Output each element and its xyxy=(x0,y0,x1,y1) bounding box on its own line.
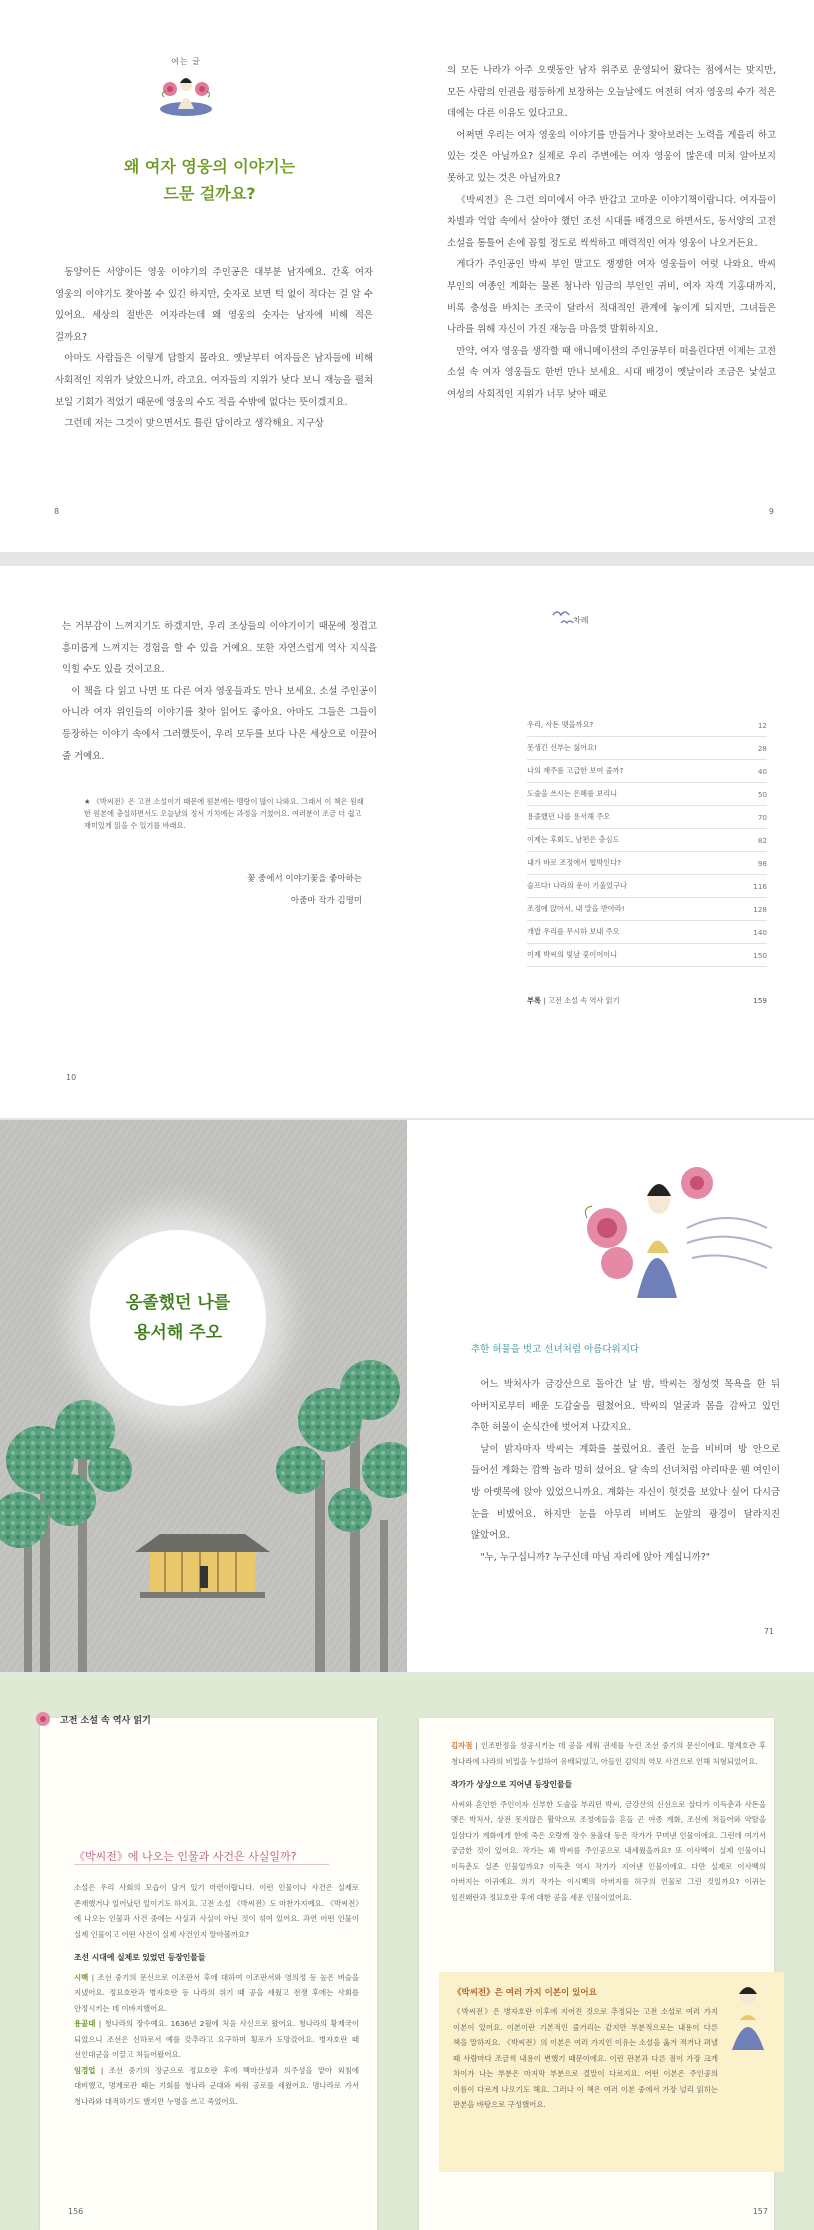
toc-entry[interactable] xyxy=(527,898,767,921)
toc-entry[interactable] xyxy=(527,783,767,806)
title-line-2: 드문 걸까요? xyxy=(163,184,256,203)
paragraph: 그런데 저는 그것이 맞으면서도 틀린 답이라고 생각해요. 지구상 xyxy=(64,418,324,430)
page-156 xyxy=(0,1674,407,2230)
footnote-bullet: ★ xyxy=(84,797,93,806)
paragraph: 이 책을 다 읽고 나면 또 다른 여자 영웅들과도 만나 보세요. 소설 주인공이 아니라 여자 위인들의 이야기를 찾아 읽어도 좋아요. 아마도 그들은 그들이 등장하는 이야기 속에서 그러했듯이, 우리 모두를 보다 나은 세상으로 이끌어 줄 거예요. xyxy=(62,685,377,762)
subhead: 조선 시대에 실제로 있었던 등장인물들 xyxy=(74,1953,206,1962)
toc-entry[interactable] xyxy=(527,852,767,875)
paragraph: 날이 밝자마자 박씨는 계화를 불렀어요. 졸린 눈을 비비며 방 안으로 들어선 계화는 깜짝 놀라 멍히 섰어요. 달 속의 선녀처럼 아리따운 웬 여인이 방 아랫목에 앉아 있었으니까요. 계화는 자신이 헛것을 보았나 싶어 다시금 눈을 비볐어요. 하지만 눈을 아무리 비벼도 눈앞의 광경이 달라지진 않았어요. xyxy=(471,1443,780,1542)
item-text: 조선 중기의 문신으로 이조판서 후에 대하여 이조판서와 영의정 등 높은 벼슬을 지냈어요. 정묘호란과 병자호란 등 나라의 위기 때 공을 세웠고 전쟁 후에는 사회를 안정시키는 데 이바지했어요. xyxy=(74,1972,359,2013)
toc-entry[interactable] xyxy=(527,944,767,967)
intro-paragraph: 소설은 우리 사회의 모습이 담겨 있기 마련이랍니다. 이런 인물이나 사건은 실제로 존재했거나 일어났던 일이기도 하지요. 고전 소설 《박씨전》도 마찬가지예요. 《박씨전》에 나오는 인물과 사건 중에는 사실과 사실이 아닌 것이 섞여 있어요. 과연 어떤 인물이 실제 인물이고 어떤 사건이 실제 사건인지 알아볼까요? xyxy=(74,1883,359,1939)
page-number: 71 xyxy=(763,1627,774,1636)
footnote xyxy=(76,796,367,832)
toc-entry-title: 이제 박씨의 빛날 꽃이어이니 xyxy=(527,950,618,959)
chapter-title xyxy=(90,1230,266,1406)
toc-entry-title: 못생긴 신부는 싫어요! xyxy=(527,743,597,752)
toc-entry-title: 이제는 후회도, 남편은 충심도 xyxy=(527,835,620,844)
page-number: 10 xyxy=(66,1073,77,1082)
paragraph: 사씨와 혼인한 주인이자 신부한 도술을 부리던 박씨, 금강산의 신선으로 살다가 이득춘과 사돈을 맺은 박처사, 상전 못지않은 활약으로 조정에들을 흔들 곤 여종 계화, 조선에 쳐들어와 약탈을 일삼다가 계화에게 한에 죽은 오랑캐 장수 용울대 등은 작가가 꾸며낸 인물이에요. 그런데 여기서 궁금한 것이 있어요. 작가는 왜 박씨를 주인공으로 내세웠을까요? 또 이사벡이 실제 인물이니 이득춘도 실존 인물일까요? 이득춘 역시 작가가 지어낸 인물이에요. 다만 실제로 이사벡의 아버지는 이귀예요. 의기 작가는 이시벡의 아버지를 허구의 인물로 그린 것일까요? 이귀는 임진왜란과 정묘호란 후에 대한 공을 세운 인물이었어요. xyxy=(451,1799,766,1902)
body-text xyxy=(55,262,373,435)
body-text xyxy=(62,616,377,767)
toc-entry-page: 12 xyxy=(757,720,767,730)
title-line-1: 왜 여자 영웅의 이야기는 xyxy=(123,157,296,176)
info-box xyxy=(439,1972,784,2172)
appendix-page: 159 xyxy=(753,996,767,1005)
info-box-text: 《박씨전》은 병자호란 이후에 지어진 것으로 추정되는 고전 소설로 여러 가지 이본이 있어요. 이본이란 기본적인 줄거리는 같지만 부분적으로는 내용이 다른 책을 말하지요. 《박씨전》의 이본은 여러 가지인 이유는 소설을 옮겨 적거나 펴낼 때 사람마다 조금씩 내용이 변했기 때문이에요. 이런 판본과 다른 점이 가장 크게 차이가 나는 부분은 마지막 부분으로 결말이 다르지요. 어떤 이본은 주인공의 이름이 다르게 나오기도 해요. 그러나 이 책은 여러 이본 중에서 가장 널리 읽히는 판본을 바탕으로 구성했어요. xyxy=(453,2007,718,2109)
footnote-text: 《박씨전》은 고전 소설이기 때문에 원본에는 맹랑이 많이 나와요. 그래서 이 책은 원래한 원본에 충실하면서도 오늘날의 정서 가치에는 과정을 거쳤어요. 여러분이 조금 더 쉽고 재미있게 읽을 수 있기를 바래요. xyxy=(84,797,364,830)
spread-prologue xyxy=(0,0,814,552)
forest-illustration xyxy=(0,1120,407,1672)
prologue-header xyxy=(150,56,222,121)
item-name: 김자점 xyxy=(451,1741,473,1750)
page-contents xyxy=(407,566,814,1118)
list-item: 김자점 | 인조반정을 성공시키는 데 공을 세워 권세를 누린 조선 중기의 문신이에요. 명계호관 후 청나라에 나라의 비밀을 누설하여 유배되었고, 아들인 김익의 역모 사건으로 인해 처형되었어요. xyxy=(451,1741,766,1766)
table-of-contents xyxy=(527,714,767,967)
toc-entry-page: 116 xyxy=(753,881,767,891)
list-item: 용골대 | 청나라의 장수예요. 1636년 2월에 처음 사신으로 왔어요. 청나라의 황제국이 되었으니 조선은 신하로서 예를 갖추라고 요구하며 횡포가 도망갔어요. 병자호란 때 선인대군을 이끌고 처들어왔어요. xyxy=(74,2019,359,2059)
toc-entry-title: 도술을 쓰시는 은혜를 보리니 xyxy=(527,789,618,798)
toc-entry[interactable] xyxy=(527,714,767,737)
spread-chapter xyxy=(0,1120,814,1672)
divider xyxy=(74,1864,329,1865)
toc-entry-page: 40 xyxy=(757,766,767,776)
body-text xyxy=(471,1374,780,1568)
chapter-title-line-2: 용서해 주오 xyxy=(133,1323,223,1343)
girl-with-flowers-icon xyxy=(156,67,216,117)
page-157 xyxy=(407,1674,814,2230)
paragraph: 아마도 사람들은 이렇게 답할지 몰라요. 옛날부터 여자들은 남자들에 비해 사회적인 지위가 낮았으니까, 라고요. 여자들의 지위가 낮다 보니 재능을 펼쳐 보일 기회가 적었기 때문에 영웅의 수도 적을 수밖에 없다는 뜻이겠지요. xyxy=(55,353,373,408)
appendix-entry xyxy=(527,996,620,1006)
spread-appendix xyxy=(0,1674,814,2230)
item-text: 청나라의 장수예요. 1636년 2월에 처음 사신으로 왔어요. 청나라의 황제국이 되었으니 조선은 신하로서 예를 갖추라고 요구하며 횡포가 도망갔어요. 병자호란 때 선인대군을 이끌고 처들어왔어요. xyxy=(74,2019,359,2059)
page-10 xyxy=(0,566,407,1118)
page-number: 9 xyxy=(768,507,774,516)
appendix-body-right xyxy=(451,1738,766,1905)
paragraph: 게다가 주인공인 박씨 부인 말고도 쟁쟁한 여자 영웅들이 여럿 나와요. 박씨 부인의 여종인 계화는 물론 청나라 임금의 부인인 귀비, 여자 자객 기홍대까지, 비록 충성을 바치는 조국이 달라서 적대적인 관계에 놓이게 되지만, 그녀들은 나라를 위해 자신이 가진 재능을 마음껏 발휘하지요. xyxy=(447,259,776,336)
page-8 xyxy=(0,0,407,552)
toc-entry-title: 내가 바로 조정에서 협박인다? xyxy=(527,858,621,867)
list-item: 임경업 | 조선 중기의 장군으로 정묘호란 후에 백마산성과 의주성을 맡아 외침에 대비했고, 명계로관 때는 기회를 청나라 군대와 싸워 공로를 세웠어요. 명나라로 가서 청나라와 대적하기도 했지만 누명을 쓰고 죽었어요. xyxy=(74,2065,359,2106)
toc-entry-title: 용졸했던 나를 용서해 주오 xyxy=(527,812,611,821)
toc-entry-title: 개밥 우리를 무시하 보내 주오 xyxy=(527,927,620,936)
toc-entry-page: 150 xyxy=(753,950,767,960)
page-71 xyxy=(407,1120,814,1672)
toc-entry[interactable] xyxy=(527,760,767,783)
question-title: 《박씨전》에 나오는 인물과 사건은 사실일까? xyxy=(74,1850,297,1863)
contents-label: 차례 xyxy=(573,616,589,625)
contents-header xyxy=(547,601,607,635)
toc-entry-page: 50 xyxy=(757,789,767,799)
item-name: 용골대 xyxy=(74,2019,96,2028)
lady-figure-icon xyxy=(726,1980,770,2050)
peony-icon xyxy=(32,1710,54,1728)
toc-entry-page: 28 xyxy=(757,743,767,753)
lady-with-peonies-illustration xyxy=(577,1158,777,1298)
page-number: 157 xyxy=(752,2207,768,2216)
body-text xyxy=(447,60,776,406)
prologue-label: 여는 글 xyxy=(171,57,201,66)
toc-entry-page: 70 xyxy=(757,812,767,822)
birds-icon xyxy=(547,601,597,631)
item-name: 임경업 xyxy=(74,2065,96,2075)
toc-entry-title: 조정에 앉아서, 내 말을 받아라! xyxy=(527,904,625,913)
item-text: 조선 중기의 장군으로 정묘호란 후에 백마산성과 의주성을 맡아 외침에 대비했고, 명계로관 때는 기회를 청나라 군대와 싸워 공로를 세웠어요. 명나라로 가서 청나라와 대적하기도 했지만 누명을 쓰고 죽었어요. xyxy=(74,2065,359,2106)
toc-entry-title: 우리, 사돈 맺을까요? xyxy=(527,720,594,729)
subhead: 작가가 상상으로 지어낸 등장인물들 xyxy=(451,1780,573,1789)
toc-entry[interactable] xyxy=(527,875,767,898)
paragraph: 는 거부감이 느껴지기도 하겠지만, 우리 조상들의 이야기이기 때문에 정겹고 흥미롭게 느껴지는 경험을 할 수 있을 거예요. 또한 자연스럽게 역사 지식을 익힐 수도 있을 것이고요. xyxy=(62,621,377,676)
dialogue-quote: "누, 누구십니까? 누구신데 마님 자리에 앉아 계십니까?" xyxy=(480,1551,711,1563)
toc-entry[interactable] xyxy=(527,737,767,760)
prologue-title xyxy=(52,153,367,207)
toc-entry-title: 나의 재주를 고급한 보여 줄까? xyxy=(527,766,624,775)
appendix-tab-label: 고전 소설 속 역사 읽기 xyxy=(60,1715,151,1726)
paragraph: 동양이든 서양이든 영웅 이야기의 주인공은 대부분 남자예요. 간혹 여자 영웅의 이야기도 찾아볼 수 있긴 하지만, 숫자로 보면 턱 없이 적다는 걸 알 수 있어요. 세상의 절반은 여자라는데 왜 영웅의 숫자는 남자에 비해 적은 걸까요? xyxy=(55,267,373,343)
section-title: 추한 허물을 벗고 선녀처럼 아름다워지다 xyxy=(471,1344,640,1355)
paragraph: 만약, 여자 영웅을 생각할 때 애니메이션의 주인공부터 떠올린다면 이제는 고전 소설 속 여자 영웅들도 한번 만나 보세요. 시대 배경이 옛날이라 조금은 낯설고 여성의 사회적인 지위가 너무 낮아 때로 xyxy=(447,345,776,400)
chapter-title-line-1: 옹졸했던 나를 xyxy=(125,1293,231,1313)
toc-entry-page: 128 xyxy=(753,904,767,914)
paragraph: 어느 박처사가 금강산으로 돌아간 날 밤, 박씨는 정성껏 목욕을 한 뒤 아버지로부터 배운 도갑술을 펼쳤어요. 박씨의 얼굴과 몸을 감싸고 있던 추한 허물이 순식간에 벗어져 나갔지요. xyxy=(471,1379,780,1434)
toc-appendix[interactable] xyxy=(527,996,767,1006)
toc-entry[interactable] xyxy=(527,921,767,944)
page-9 xyxy=(407,0,814,552)
toc-entry-page: 98 xyxy=(757,858,767,868)
item-text: 인조반정을 성공시키는 데 공을 세워 권세를 누린 조선 중기의 문신이에요. 명계호관 후 청나라에 나라의 비밀을 누설하여 유배되었고, 아들인 김익의 역모 사건으로 인해 처형되었어요. xyxy=(451,1741,766,1766)
signoff-line-2: 아줌마 작가 김명미 xyxy=(290,896,362,906)
appendix-tab xyxy=(32,1710,151,1728)
spread-contents xyxy=(0,566,814,1118)
paragraph: 의 모든 나라가 아주 오랫동안 남자 위주로 운영되어 왔다는 점에서는 맞지만, 모든 사람의 인권을 평등하게 보장하는 오늘날에도 여전히 여자 영웅의 수가 적은 데에는 다른 이유도 있다고요. xyxy=(447,65,776,120)
appendix-body-left xyxy=(74,1880,359,2109)
paragraph: 어쩌면 우리는 여자 영웅의 이야기를 만들거나 찾아보려는 노력을 게을리 하고 있는 것은 아닐까요? 실제로 우리 주변에는 여자 영웅이 많은데 미처 알아보지 못하고 있는 것은 아닐까요? xyxy=(447,129,776,184)
signoff-line-1: 꽃 중에서 이야기꽃을 좋아하는 xyxy=(247,874,362,884)
appendix-label: 부록 xyxy=(527,996,541,1005)
list-item: 시백 | 조선 중기의 문신으로 이조판서 후에 대하여 이조판서와 영의정 등 높은 벼슬을 지냈어요. 정묘호란과 병자호란 등 나라의 위기 때 공을 세웠고 전쟁 후에는 사회를 안정시키는 데 이바지했어요. xyxy=(74,1972,359,2013)
info-box-title: 《박씨전》은 여러 가지 이본이 있어요 xyxy=(453,1988,597,1998)
toc-entry-page: 140 xyxy=(753,927,767,937)
page-number: 156 xyxy=(68,2207,84,2216)
page-chapter-illustration xyxy=(0,1120,407,1672)
toc-entry-title: 슬프다! 나라의 운이 기울었구나 xyxy=(527,881,627,890)
toc-entry[interactable] xyxy=(527,829,767,852)
toc-entry-page: 82 xyxy=(757,835,767,845)
page-number: 8 xyxy=(54,507,60,516)
toc-entry[interactable] xyxy=(527,806,767,829)
item-name: 시백 xyxy=(74,1972,89,1982)
author-signoff xyxy=(247,868,362,912)
appendix-title: | 고전 소설 속 역사 읽기 xyxy=(543,996,620,1005)
paragraph: 《박씨전》은 그런 의미에서 아주 반갑고 고마운 이야기책이랍니다. 여자들이 차별과 억압 속에서 살아야 했던 조선 시대를 배경으로 하면서도, 동서양의 고전 소설을 통틀어 손에 꼽힐 정도로 씩씩하고 매력적인 여자 영웅이 나오거든요. xyxy=(447,194,776,249)
